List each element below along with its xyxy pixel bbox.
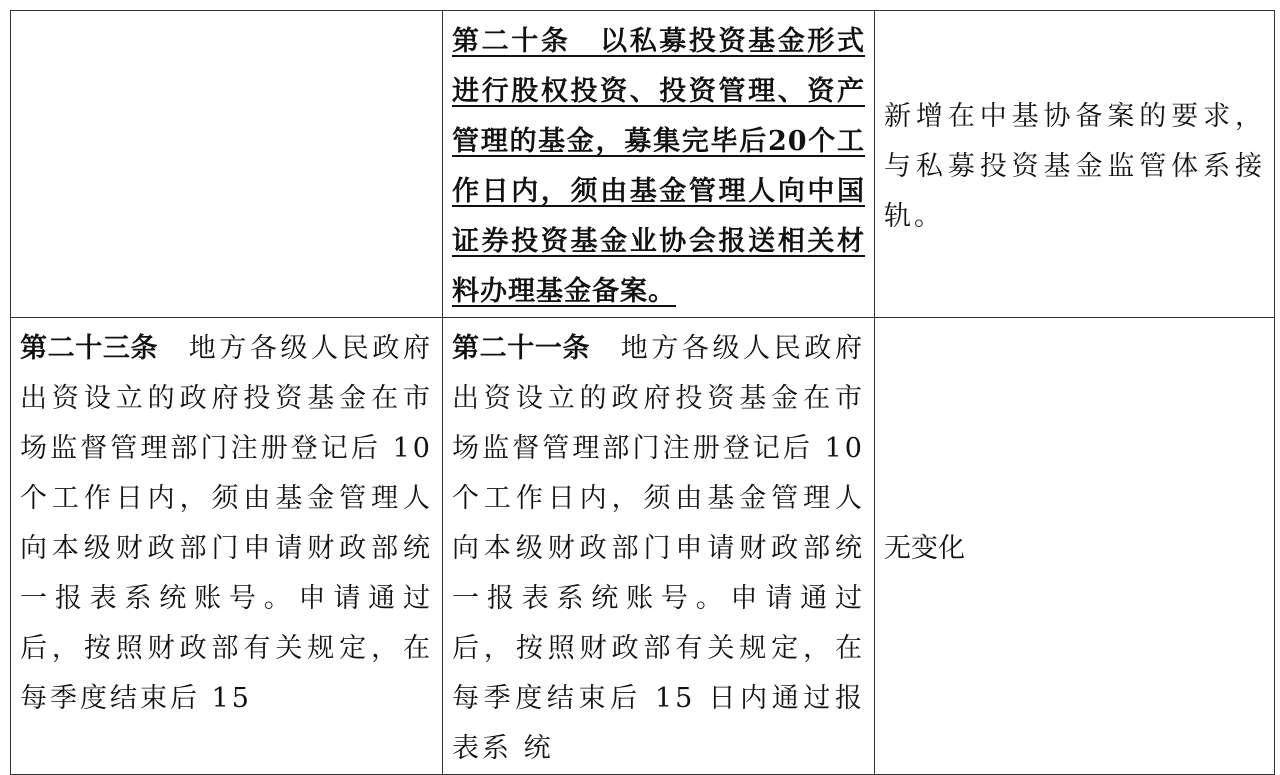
- table-row: [11, 11, 1275, 318]
- change-note-text: 无变化: [884, 533, 965, 564]
- new-provision-text: 第二十条 以私募投资基金形式进行股权投资、投资管理、资产管理的基金，募集完毕后20个工作日内，须由基金管理人向中国证券投资基金业协会报送相关材料办理基金备案。: [452, 26, 865, 307]
- change-note-cell: [875, 11, 1275, 318]
- old-provision-title: 第二十三条: [20, 333, 159, 364]
- new-provision-body: 地方各级人民政府出资设立的政府投资基金在市场监督管理部门注册登记后 10 个工作日内，须由基金管理人向本级财政部门申请财政部统一报表系统账号。申请通过后，按照财政部有关规定，在每季度结束后 15 日内通过报表系 统: [452, 333, 866, 764]
- change-note-cell: [875, 318, 1275, 775]
- comparison-table: [10, 10, 1275, 775]
- table-row: [11, 318, 1275, 775]
- change-note-text: 新增在中基协备案的要求，与私募投资基金监管体系接轨。: [884, 101, 1265, 232]
- new-provision-cell: [443, 11, 875, 318]
- old-provision-cell: [11, 11, 443, 318]
- new-provision-title: 第二十一条: [452, 333, 591, 364]
- old-provision-cell: [11, 318, 443, 775]
- new-provision-cell: [443, 318, 875, 775]
- old-provision-body: 地方各级人民政府出资设立的政府投资基金在市场监督管理部门注册登记后 10 个工作日内，须由基金管理人向本级财政部门申请财政部统一报表系统账号。申请通过后，按照财政部有关规定，在每季度结束后 15: [20, 333, 434, 714]
